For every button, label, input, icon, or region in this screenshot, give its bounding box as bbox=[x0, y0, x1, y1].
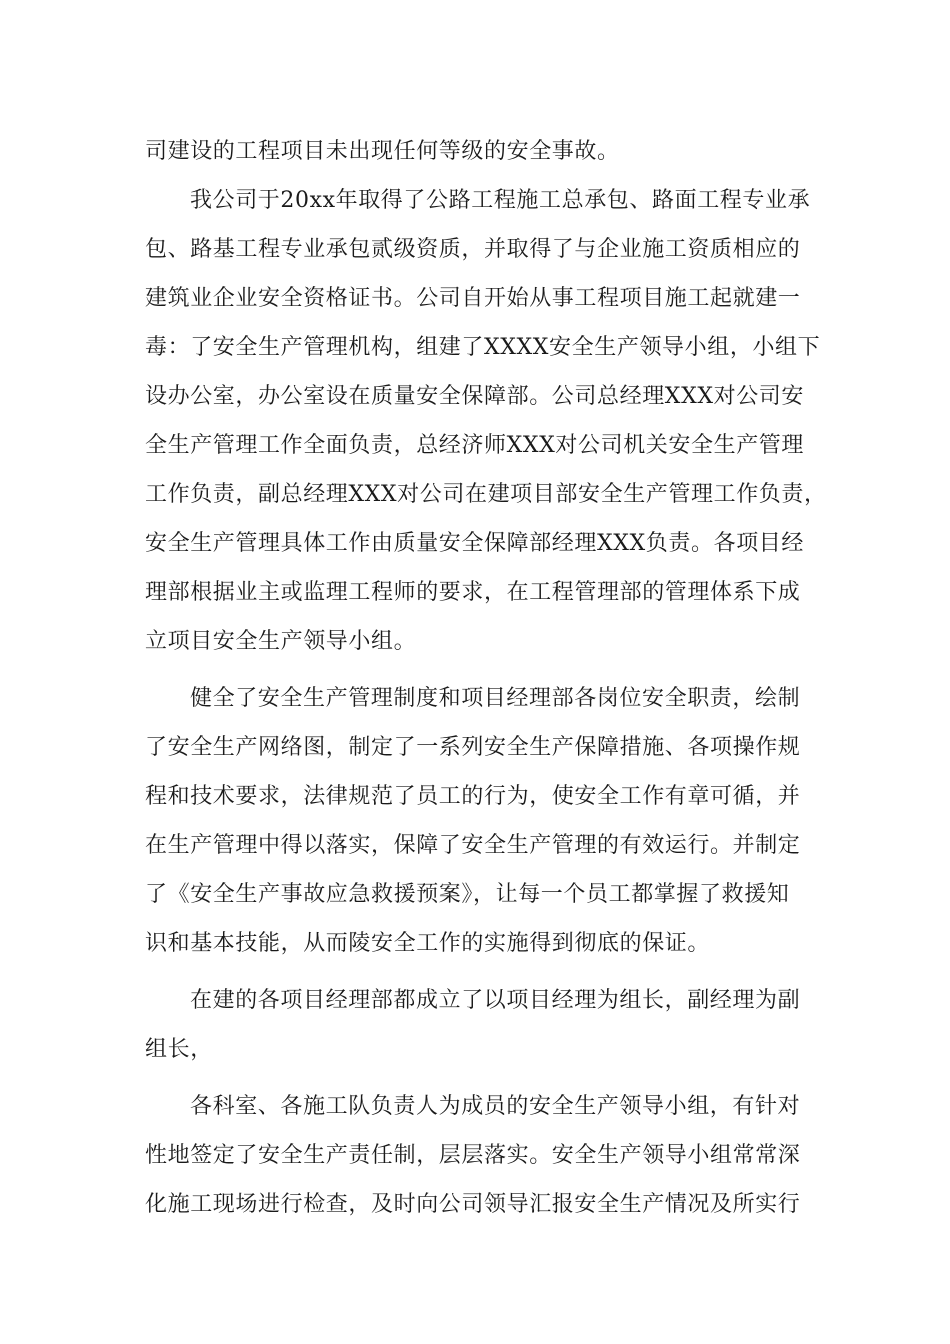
text-line: 全生产管理工作全面负责，总经济师XXX对公司机关安全生产管理 bbox=[145, 433, 804, 458]
text-line: 包、路基工程专业承包贰级资质，并取得了与企业施工资质相应的 bbox=[145, 237, 801, 262]
text-line: 了安全生产网络图，制定了一系列安全生产保障措施、各项操作规 bbox=[145, 735, 801, 760]
text-line: 建筑业企业安全资格证书。公司自开始从事工程项目施工起就建一 bbox=[145, 286, 801, 311]
text-line: 设办公室，办公室设在质量安全保障部。公司总经理XXX对公司安 bbox=[145, 384, 804, 409]
text-line: 在生产管理中得以落实，保障了安全生产管理的有效运行。并制定 bbox=[145, 833, 801, 858]
text-line: 化施工现场进行检查，及时向公司领导汇报安全生产情况及所实行 bbox=[145, 1192, 801, 1217]
text-line: 识和基本技能，从而陵安全工作的实施得到彻底的保证。 bbox=[145, 931, 711, 956]
text-line: 性地签定了安全生产责任制，层层落实。安全生产领导小组常常深 bbox=[145, 1143, 801, 1168]
text-line: 工作负责，副总经理XXX对公司在建项目部安全生产管理工作负责， bbox=[145, 482, 827, 507]
paragraph-first-line: 在建的各项目经理部都成立了以项目经理为组长，副经理为副 bbox=[190, 988, 801, 1013]
text-line: 安全生产管理具体工作由质量安全保障部经理XXX负责。各项目经 bbox=[145, 531, 804, 556]
text-line: 组长， bbox=[145, 1037, 213, 1062]
text-line: 理部根据业主或监理工程师的要求，在工程管理部的管理体系下成 bbox=[145, 580, 801, 605]
text-line: 司建设的工程项目未出现任何等级的安全事故。 bbox=[145, 139, 620, 164]
paragraph-first-line: 各科室、各施工队负责人为成员的安全生产领导小组，有针对 bbox=[190, 1094, 801, 1119]
text-line: 毒：了安全生产管理机构，组建了XXXX安全生产领导小组，小组下 bbox=[145, 335, 821, 360]
text-line: 立项目安全生产领导小组。 bbox=[145, 629, 417, 654]
paragraph-first-line: 我公司于20xx年取得了公路工程施工总承包、路面工程专业承 bbox=[190, 188, 811, 213]
text-line: 程和技术要求，法律规范了员工的行为，使安全工作有章可循，并 bbox=[145, 784, 801, 809]
text-line: 了《安全生产事故应急救援预案》，让每一个员工都掌握了救援知 bbox=[145, 882, 790, 907]
paragraph-first-line: 健全了安全生产管理制度和项目经理部各岗位安全职责，绘制 bbox=[190, 686, 801, 711]
